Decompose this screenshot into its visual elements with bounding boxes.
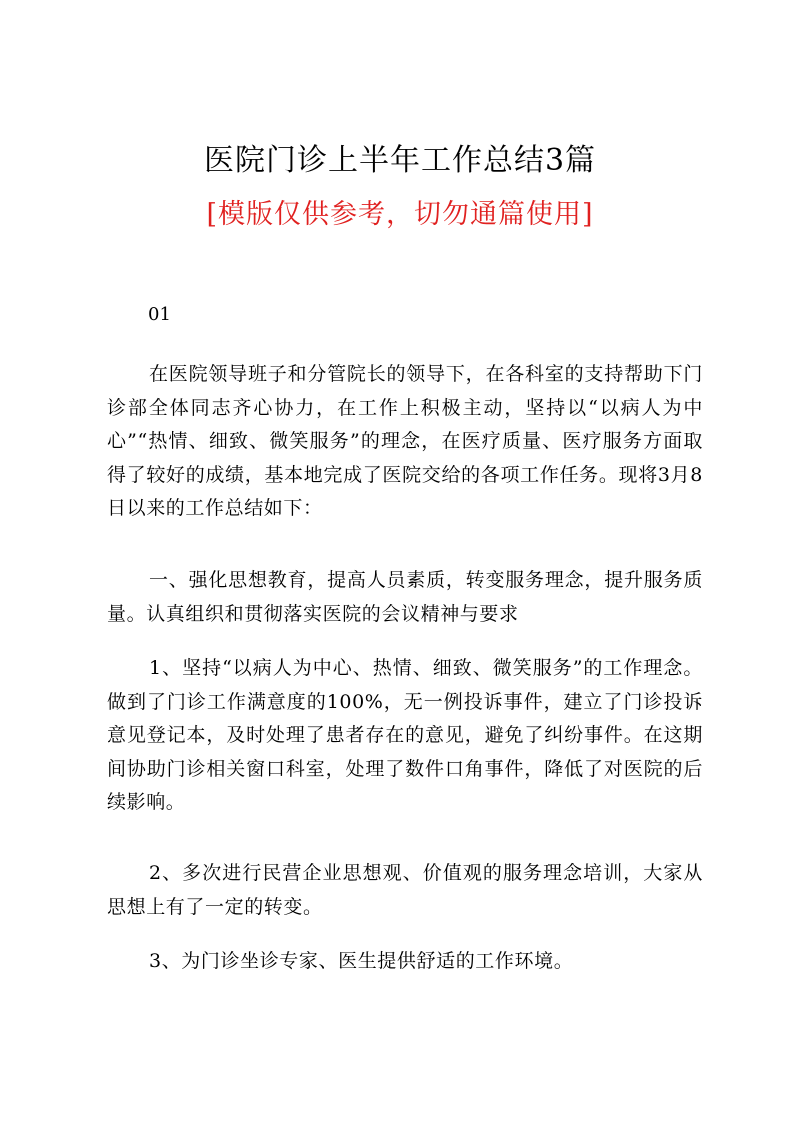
body-paragraph: 1、坚持“以病人为中心、热情、细致、微笑服务”的工作理念。做到了门诊工作满意度的100%，无一例投诉事件，建立了门诊投诉意见登记本，及时处理了患者存在的意见，避免了纠纷事件。在这期间协助门诊相关窗口科室，处理了数件口角事件，降低了对医院的后续影响。 — [107, 657, 703, 813]
section-number: 01 — [148, 304, 171, 325]
body-paragraph: 在医院领导班子和分管院长的领导下，在各科室的支持帮助下门诊部全体同志齐心协力，在工作上积极主动，坚持以“以病人为中心”“热情、细致、微笑服务”的理念，在医疗质量、医疗服务方面取得了较好的成绩，基本地完成了医院交给的各项工作任务。现将3月8日以来的工作总结如下： — [107, 363, 703, 519]
body-paragraph: 3、为门诊坐诊专家、医生提供舒适的工作环境。 — [149, 950, 574, 972]
body-paragraph: 2、多次进行民营企业思想观、价值观的服务理念培训，大家从思想上有了一定的转变。 — [107, 862, 703, 918]
document-subtitle: [模版仅供参考，切勿通篇使用] — [206, 199, 594, 230]
body-paragraph: 一、强化思想教育，提高人员素质，转变服务理念，提升服务质量。认真组织和贯彻落实医院的会议精神与要求 — [107, 569, 703, 625]
document-title: 医院门诊上半年工作总结3篇 — [203, 143, 597, 178]
